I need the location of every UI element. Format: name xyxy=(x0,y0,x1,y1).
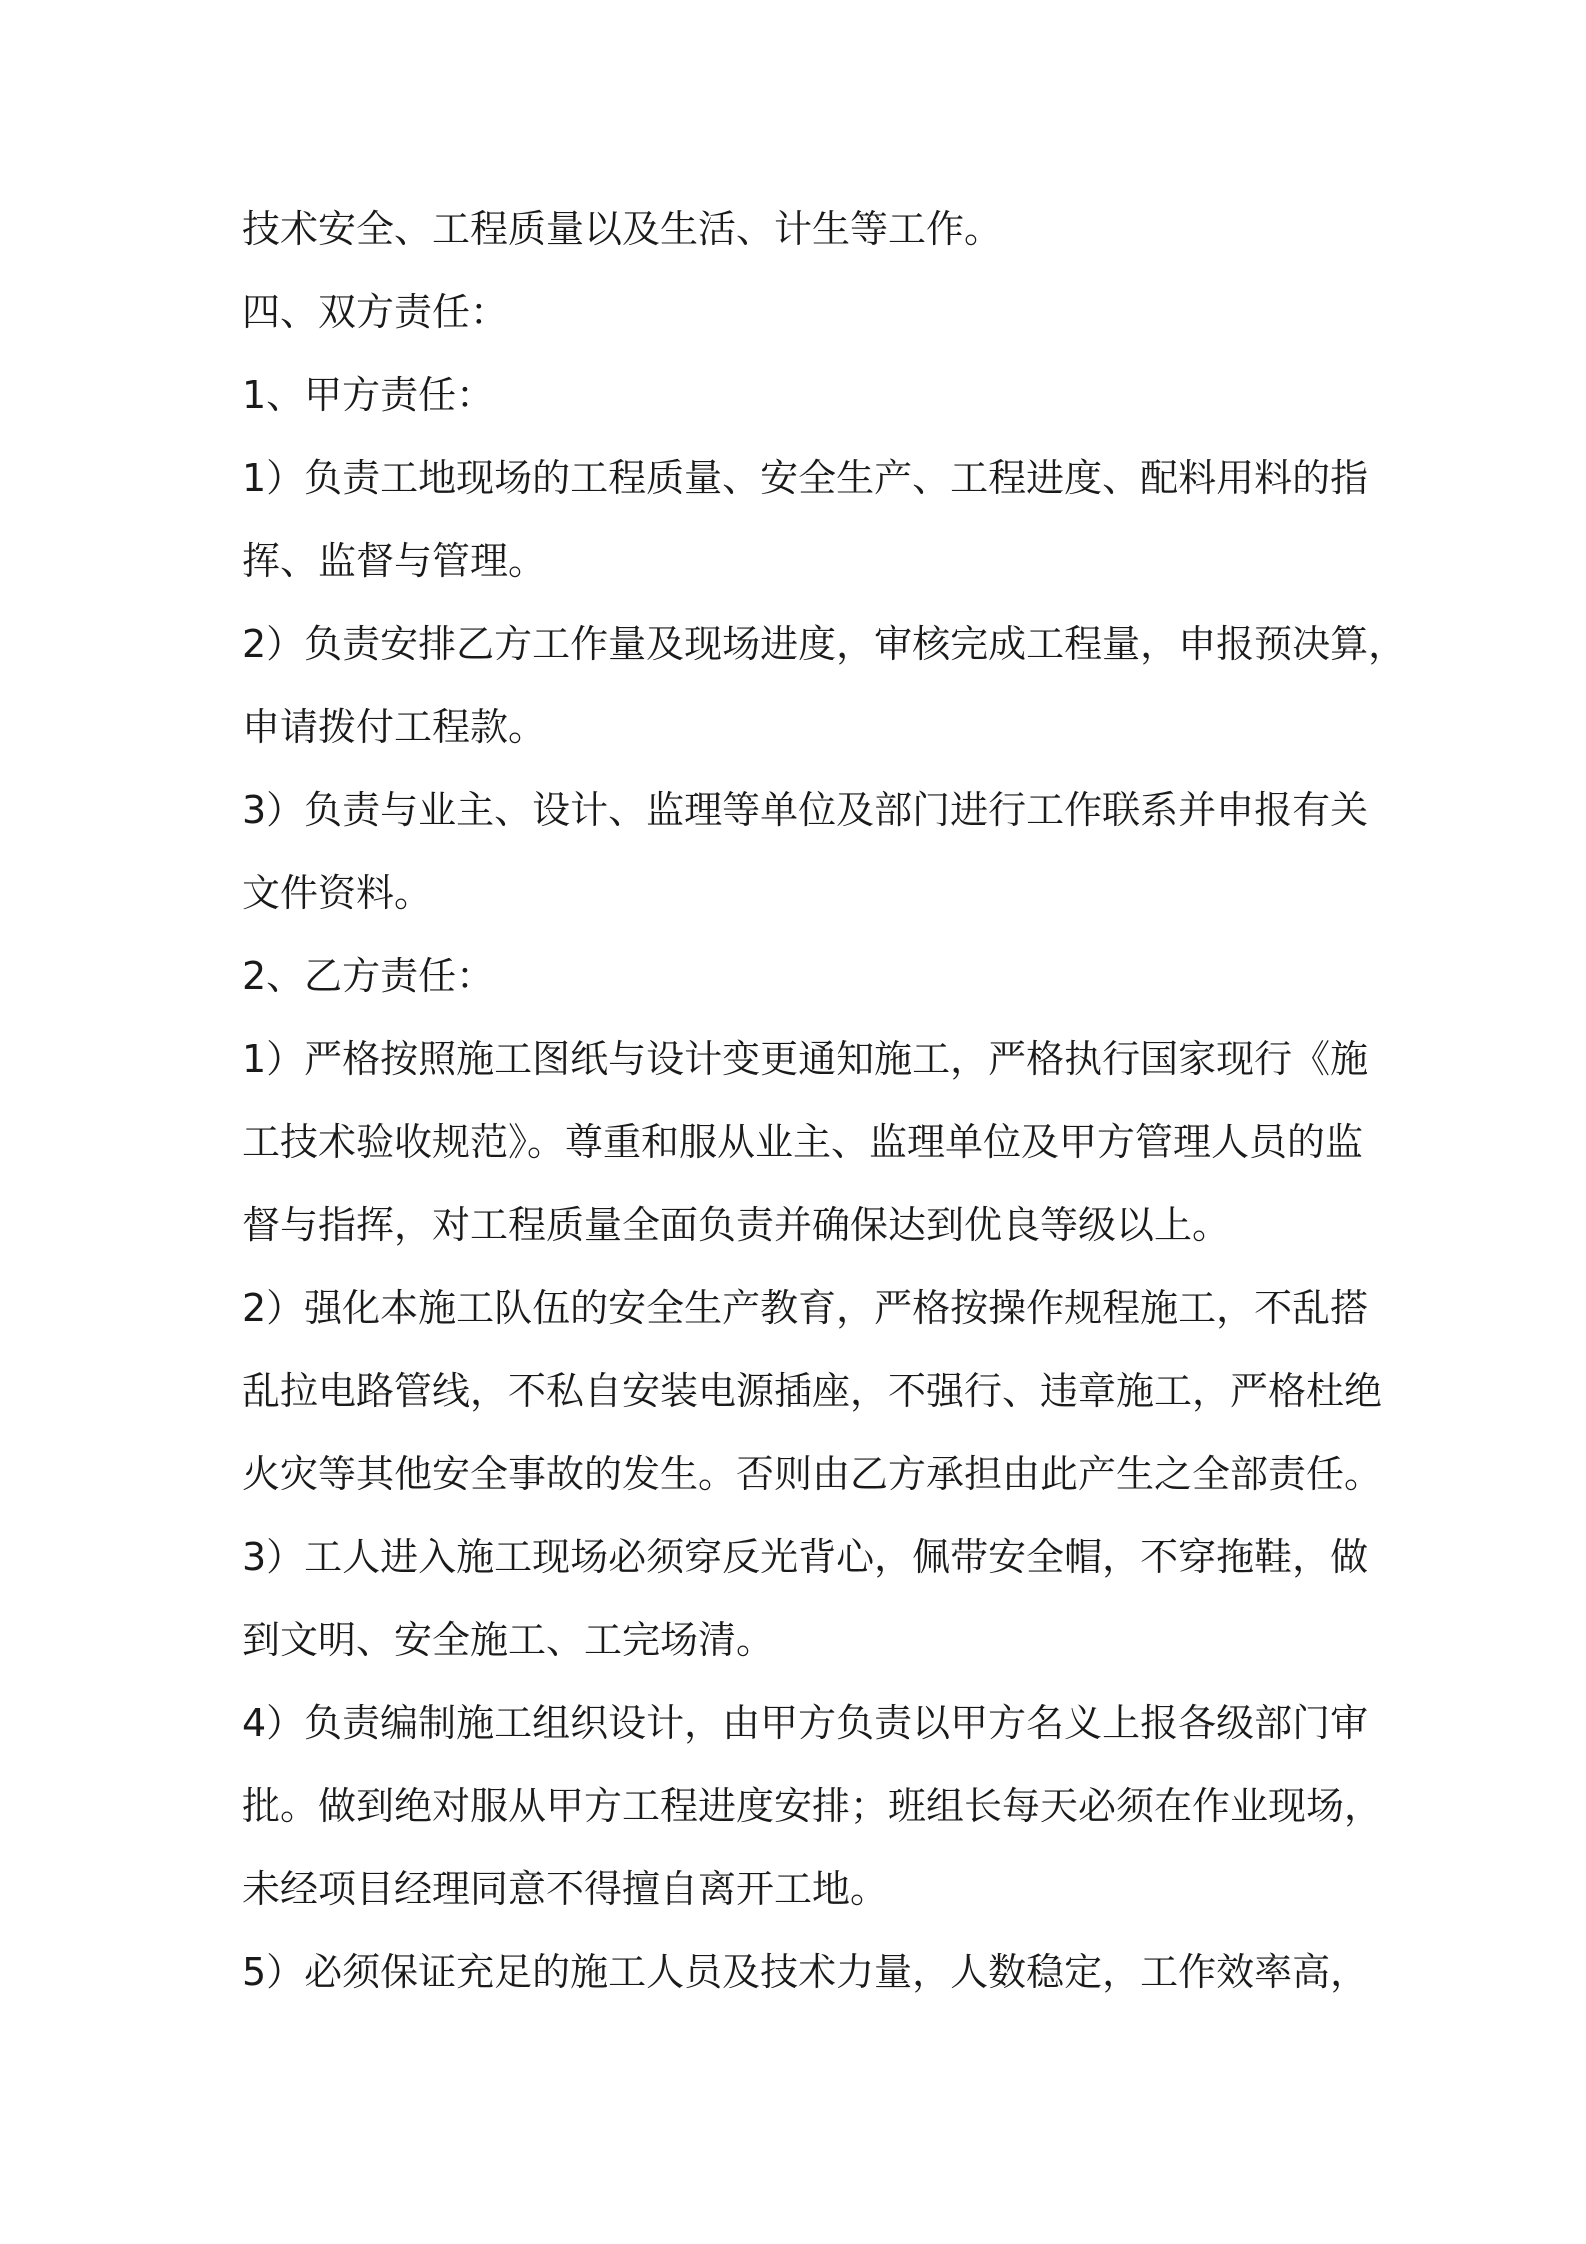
text-line: 火灾等其他安全事故的发生。否则由乙方承担由此产生之全部责任。 xyxy=(242,1452,1383,1496)
text-line: 申请拨付工程款。 xyxy=(242,705,547,749)
section-heading: 四、双方责任： xyxy=(242,290,509,334)
text-line: 工技术验收规范》。尊重和服从业主、监理单位及甲方管理人员的监 xyxy=(242,1120,1364,1164)
text-line: 未经项目经理同意不得擅自离开工地。 xyxy=(242,1867,889,1911)
text-line: 4）负责编制施工组织设计，由甲方负责以甲方名义上报各级部门审 xyxy=(242,1701,1369,1745)
text-line: 挥、监督与管理。 xyxy=(242,539,547,583)
text-line: 2）负责安排乙方工作量及现场进度，审核完成工程量，申报预决算， xyxy=(242,622,1407,666)
text-line: 5）必须保证充足的施工人员及技术力量，人数稳定，工作效率高， xyxy=(242,1950,1369,1994)
text-line: 1）严格按照施工图纸与设计变更通知施工，严格执行国家现行《施 xyxy=(242,1037,1369,1081)
text-line: 3）负责与业主、设计、监理等单位及部门进行工作联系并申报有关 xyxy=(242,788,1369,832)
text-line: 文件资料。 xyxy=(242,871,433,915)
document-body xyxy=(242,188,1407,2014)
text-line: 督与指挥，对工程质量全面负责并确保达到优良等级以上。 xyxy=(242,1203,1231,1247)
text-line: 3）工人进入施工现场必须穿反光背心，佩带安全帽，不穿拖鞋，做 xyxy=(242,1535,1369,1579)
text-line: 技术安全、工程质量以及生活、计生等工作。 xyxy=(242,207,1003,251)
subsection-heading: 1、甲方责任： xyxy=(242,373,495,417)
subsection-heading: 2、乙方责任： xyxy=(242,954,495,998)
text-line: 2）强化本施工队伍的安全生产教育，严格按操作规程施工，不乱搭 xyxy=(242,1286,1369,1330)
text-line: 乱拉电路管线，不私自安装电源插座，不强行、违章施工，严格杜绝 xyxy=(242,1369,1383,1413)
text-line: 1）负责工地现场的工程质量、安全生产、工程进度、配料用料的指 xyxy=(242,456,1369,500)
text-line: 到文明、安全施工、工完场清。 xyxy=(242,1618,775,1662)
text-line: 批。做到绝对服从甲方工程进度安排；班组长每天必须在作业现场， xyxy=(242,1784,1383,1828)
